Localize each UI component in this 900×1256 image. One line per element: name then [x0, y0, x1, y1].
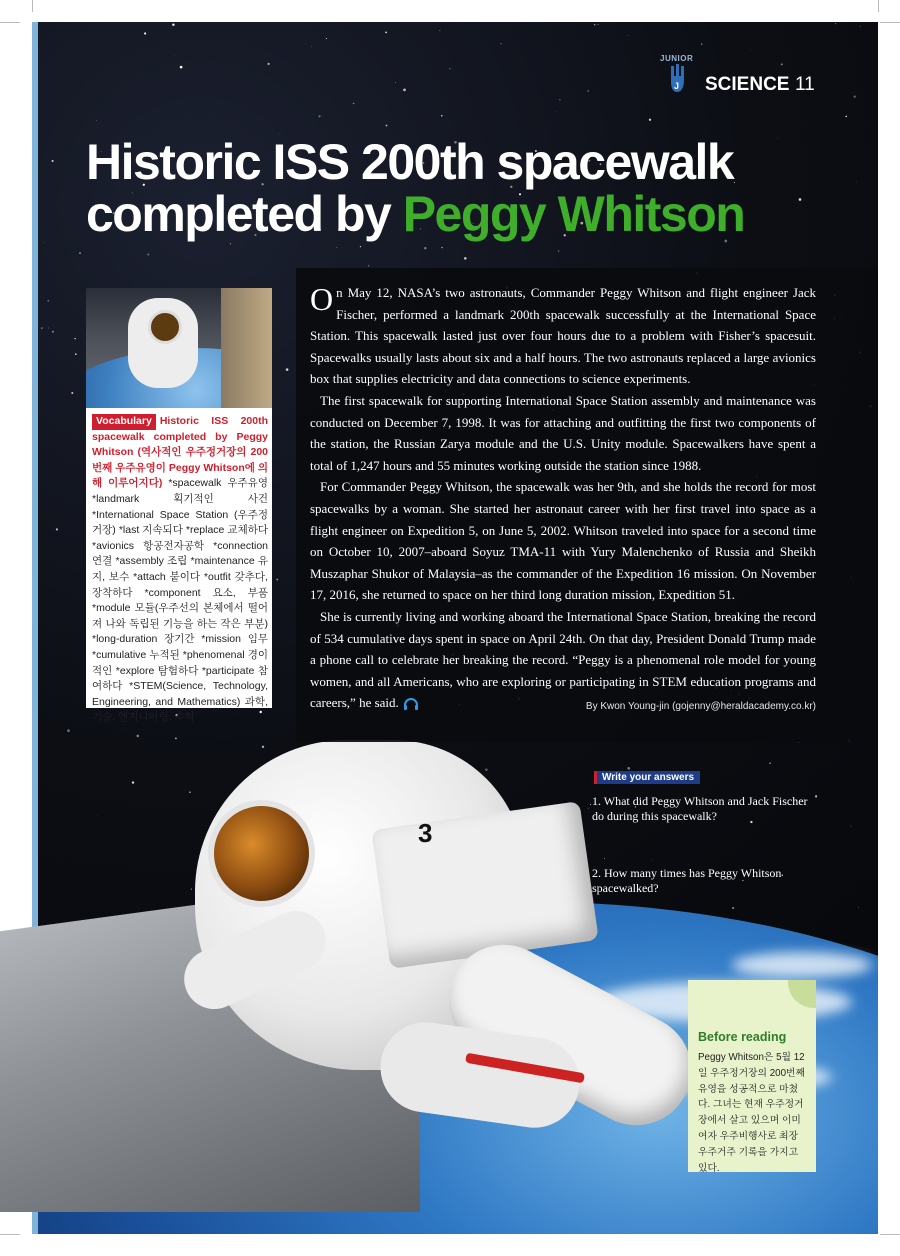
star	[858, 907, 859, 908]
star	[262, 746, 264, 748]
star	[336, 247, 337, 248]
star	[559, 99, 560, 100]
svg-text:J: J	[674, 81, 680, 91]
star	[588, 808, 589, 809]
star	[174, 55, 175, 56]
byline: By Kwon Young-jin (gojenny@heraldacademy.co.kr)	[585, 701, 816, 713]
star	[319, 115, 321, 117]
star	[79, 252, 81, 254]
star	[353, 103, 355, 105]
crop-mark	[0, 22, 20, 23]
astronaut-backpack	[371, 801, 598, 969]
crop-mark	[878, 0, 879, 12]
star	[851, 826, 852, 827]
star	[132, 781, 134, 783]
junior-logo-text: JUNIOR	[660, 54, 694, 63]
star	[47, 300, 49, 302]
star	[781, 63, 783, 65]
paragraph-1	[310, 282, 816, 390]
star	[777, 138, 778, 139]
article-body	[310, 282, 816, 718]
star	[144, 32, 146, 34]
vocabulary-tag: Vocabulary	[92, 414, 156, 430]
star	[441, 247, 442, 248]
star	[230, 243, 231, 244]
star	[180, 66, 183, 69]
drop-cap: O	[310, 281, 334, 317]
vocabulary-headline: Historic ISS 200th spacewalk completed by Peggy Whitson (역사적인 우주정거장의 200번째 우주유영이 Peggy Whitson에 의해 이루어지다)	[92, 415, 268, 490]
star	[441, 115, 443, 117]
write-answers-tag: Write your answers	[594, 771, 700, 784]
paragraph-2: The first spacewalk for supporting International Space Station assembly and maintenance was conducted on December 7, 1998. It was for attaching and outfitting the first two components of the station, the Russian Zarya module and the U.S. Unity module. Spacewalkers have spent a total of 1,247 hours and 55 minutes working outside the station since 1988.	[310, 392, 816, 473]
star	[75, 353, 77, 355]
page-number: 11	[795, 74, 815, 95]
star	[424, 247, 426, 249]
section-label: SCIENCE	[705, 74, 790, 95]
paragraph-4-text: She is currently living and working aboard the International Space Station, breaking the record of 534 cumulative days spent in space on April 24th. On that day, President Donald Trump made a phone call to celebrate her breaking the record. “Peggy is a phenomenal role model for young women, and all Americans, who are exploring or participating in STEM education programs and careers,” he said.	[310, 608, 816, 711]
crop-mark	[0, 1234, 20, 1235]
astronaut-helmet	[208, 800, 315, 907]
star	[798, 742, 799, 743]
star	[267, 63, 269, 65]
photo-truss	[221, 288, 272, 408]
star	[96, 120, 97, 121]
star	[368, 265, 370, 267]
star	[440, 30, 441, 31]
star	[701, 43, 703, 45]
article-title	[86, 136, 744, 240]
question-1: 1. What did Peggy Whitson and Jack Fischer do during this spacewalk?	[592, 794, 808, 823]
before-reading-title: Before reading	[698, 1030, 787, 1044]
crop-mark	[880, 22, 900, 23]
star	[501, 43, 502, 44]
star	[386, 125, 388, 127]
star	[137, 735, 140, 738]
paragraph-3: For Commander Peggy Whitson, the spacewalk was her 9th, and she holds the record for most spacewalks by a woman. She started her astronaut career with her first travel into space as a flight engineer on Expedition 5, on June 5, 2002. Whitson traveled into space for a second time on October 10, 2007–aboard Soyuz TMA-11 with Yury Malenchenko of Russia and Sheikh Muszaphar Shukor of Malaysia–as the commander of the Expedition 16 mission. On November 17, 2016, she returned to space on her third long duration mission, Expedition 51.	[310, 479, 816, 603]
star	[558, 250, 559, 251]
star	[385, 32, 387, 34]
title-highlight-name: Peggy Whitson	[402, 186, 745, 242]
question-2: 2. How many times has Peggy Whitson spacewalked?	[592, 866, 782, 895]
vocabulary-box	[92, 414, 268, 726]
star	[403, 89, 406, 92]
star	[172, 23, 174, 25]
star	[799, 198, 802, 201]
star	[286, 368, 289, 371]
star	[449, 68, 450, 69]
star	[556, 111, 557, 112]
crop-mark	[32, 0, 33, 12]
star	[485, 768, 487, 770]
star	[598, 24, 599, 25]
star	[854, 96, 856, 98]
star	[464, 257, 467, 260]
title-line-1: Historic ISS 200th spacewalk	[86, 134, 734, 190]
star	[627, 767, 630, 770]
star	[191, 889, 192, 890]
star	[326, 38, 327, 39]
vocabulary-list: *spacewalk 우주유영 *landmark 획기적인 사건 *International Space Station (우주정거장) *last 지속되다 *replace 교체하다 *avionics 항공전자공학 *connection 연결 *assembly 조립 *maintenance 유지, 보수 *attach 붙이다 *outfit 갖추다, 장착하다 *component 요소, 부품 *module 모듈(우주선의 본체에서 떨어져 나와 독립된 기능을 하는 작은 부분) *long-duration 장기간 *mission 임무 *cumulative 누적된 *phenomenal 경이적인 *explore 탐험하다 *participate 참여하다 *STEM(Science, Technology, Engineering, and Mathematics) 과학, 기술, 엔지니어링, 수학	[92, 477, 268, 724]
star	[360, 246, 361, 247]
title-line-2-white: completed by	[86, 186, 403, 242]
star	[856, 182, 857, 183]
star	[604, 858, 605, 859]
star	[48, 328, 49, 329]
star	[97, 815, 98, 816]
star	[311, 47, 312, 48]
star	[71, 392, 73, 394]
star	[67, 729, 70, 732]
star	[845, 116, 847, 118]
astronaut-photo	[86, 288, 272, 408]
crop-mark	[880, 1234, 900, 1235]
star	[74, 338, 75, 339]
star	[52, 160, 54, 162]
star	[276, 579, 278, 581]
star	[590, 804, 591, 805]
star	[147, 253, 149, 255]
headphones-icon	[403, 698, 419, 710]
star	[835, 23, 836, 24]
star	[175, 738, 177, 740]
star	[732, 907, 734, 909]
before-reading-text: Peggy Whitson은 5월 12일 우주정거장의 200번째 유영을 성공적으로 마쳤다. 그녀는 현재 우주정거장에서 살고 있으며 이미 여자 우주비행사로 최장 우주거주 기록을 가지고 있다.	[698, 1052, 805, 1174]
star	[860, 26, 861, 27]
star	[628, 35, 629, 36]
photo-visor	[148, 310, 182, 344]
star	[41, 327, 43, 329]
paragraph-1-text: n May 12, NASA’s two astronauts, Commander Peggy Whitson and flight engineer Jack Fischer, performed a landmark 200th spacewalk successfully at the International Space Station. This spacewalk lasted just over four hours due to a problem with Fisher’s spacesuit. Spacewalks usually lasts about six and a half hours. The two astronauts replaced a large avionics box that supplies electricity and data connections to science experiments.	[310, 285, 816, 387]
star	[769, 762, 770, 763]
star	[587, 90, 589, 92]
cloud-shape	[732, 952, 872, 978]
star	[649, 119, 651, 121]
suit-number: 3	[418, 818, 433, 848]
star	[43, 242, 44, 243]
paragraph-4	[310, 606, 816, 714]
junior-hand-logo-icon	[664, 62, 692, 96]
star	[395, 82, 396, 83]
title-line-2	[86, 188, 744, 240]
star	[56, 528, 58, 530]
star	[189, 791, 191, 793]
star	[594, 24, 596, 26]
star	[52, 331, 54, 333]
